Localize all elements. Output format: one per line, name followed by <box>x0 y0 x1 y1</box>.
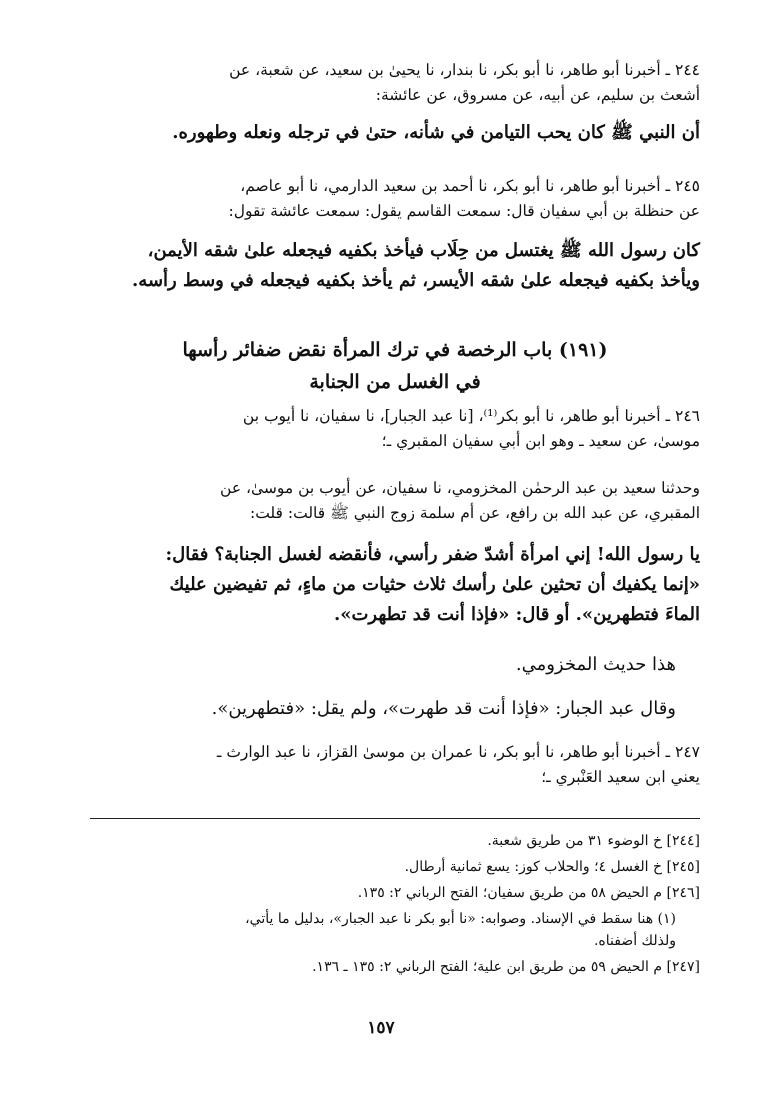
footnote: (١) هنا سقط في الإسناد. وصوابه: «نا أبو بكر نا عبد الجبار»، بدليل ما يأتي، <box>245 911 676 927</box>
chapter-heading-line: في الغسل من الجنابة <box>309 371 481 393</box>
footnote: [٢٤٤] خ الوضوء ٣١ من طريق شعبة. <box>487 833 700 849</box>
isnad-line: يعني ابن سعيد العَنْبري ـ؛ <box>541 768 700 786</box>
matn-line: أن النبي ﷺ كان يحب التيامن في شأنه، حتىٰ في ترجله ونعله وطهوره. <box>172 122 700 143</box>
hadith-246-note <box>90 650 700 680</box>
note-line: هذا حديث المخزومي. <box>515 654 676 675</box>
footnotes <box>90 830 700 978</box>
hadith-245-matn <box>90 236 700 296</box>
isnad-line: وحدثنا سعيد بن عبد الرحمٰن المخزومي، نا سفيان، عن أيوب بن موسىٰ، عن <box>220 479 700 497</box>
footnote: [٢٤٧] م الحيض ٥٩ من طريق ابن علية؛ الفتح الرباني ٢: ١٣٥ ـ ١٣٦. <box>312 959 700 975</box>
hadith-246-matn <box>90 540 700 630</box>
hadith-247-isnad <box>90 740 700 790</box>
isnad-line: ٢٤٧ ـ أخبرنا أبو طاهر، نا أبو بكر، نا عمران بن موسىٰ القزاز، نا عبد الوارث ـ <box>216 743 700 761</box>
footnote: [٢٤٦] م الحيض ٥٨ من طريق سفيان؛ الفتح الرباني ٢: ١٣٥. <box>357 885 700 901</box>
isnad-line: موسىٰ، عن سعيد ـ وهو ابن أبي سفيان المقبري ـ؛ <box>381 432 700 450</box>
hadith-246-note-second <box>90 694 700 724</box>
footnote: [٢٤٥] خ الغسل ٤؛ والحلاب كوز: يسع ثمانية أرطال. <box>404 859 700 875</box>
chapter-heading <box>90 334 700 398</box>
hadith-246-isnad-second <box>90 476 700 526</box>
matn-line: كان رسول الله ﷺ يغتسل من حِلَاب فيأخذ بكفيه فيجعله علىٰ شقه الأيمن، <box>147 240 700 261</box>
chapter-heading-line: (١٩١) باب الرخصة في ترك المرأة نقض ضفائر رأسها <box>182 339 608 361</box>
matn-line: «إنما يكفيك أن تحثين علىٰ رأسك ثلاث حثيات من ماءٍ، ثم تفيضين عليك <box>169 574 700 595</box>
isnad-line: ٢٤٥ ـ أخبرنا أبو طاهر، نا أبو بكر، نا أحمد بن سعيد الدارمي، نا أبو عاصم، <box>240 177 700 195</box>
matn-line: يا رسول الله! إني امرأة أشدّ ضفر رأسي، فأنقضه لغسل الجنابة؟ فقال: <box>165 544 700 565</box>
isnad-line: المقبري، عن عبد الله بن رافع، عن أم سلمة زوج النبي ﷺ قالت: قلت: <box>249 504 700 522</box>
matn-line: ويأخذ بكفيه فيجعله علىٰ شقه الأيسر، ثم يأخذ بكفيه فيجعله في وسط رأسه. <box>132 270 700 291</box>
isnad-line: ٢٤٦ ـ أخبرنا أبو طاهر، نا أبو بكر⁽¹⁾، [نا عبد الجبار]، نا سفيان، نا أيوب بن <box>242 407 700 425</box>
isnad-line: عن حنظلة بن أبي سفيان قال: سمعت القاسم يقول: سمعت عائشة تقول: <box>228 202 700 220</box>
page-number: ١٥٧ <box>367 1018 395 1038</box>
hadith-244-matn <box>90 118 700 148</box>
footnote-divider <box>90 818 700 819</box>
note-line: وقال عبد الجبار: «فإذا أنت قد طهرت»، ولم يقل: «فتطهرين». <box>211 698 676 719</box>
isnad-line: أشعث بن سليم، عن أبيه، عن مسروق، عن عائشة: <box>375 86 700 104</box>
footnote: ولذلك أضفناه. <box>593 933 676 949</box>
hadith-246-isnad <box>90 404 700 454</box>
matn-line: الماءَ فتطهرين». أو قال: «فإذا أنت قد تطهرت». <box>333 604 700 625</box>
hadith-244-isnad <box>90 58 700 108</box>
isnad-line: ٢٤٤ ـ أخبرنا أبو طاهر، نا أبو بكر، نا بندار، نا يحيىٰ بن سعيد، عن شعبة، عن <box>229 61 700 79</box>
hadith-245-isnad <box>90 174 700 224</box>
